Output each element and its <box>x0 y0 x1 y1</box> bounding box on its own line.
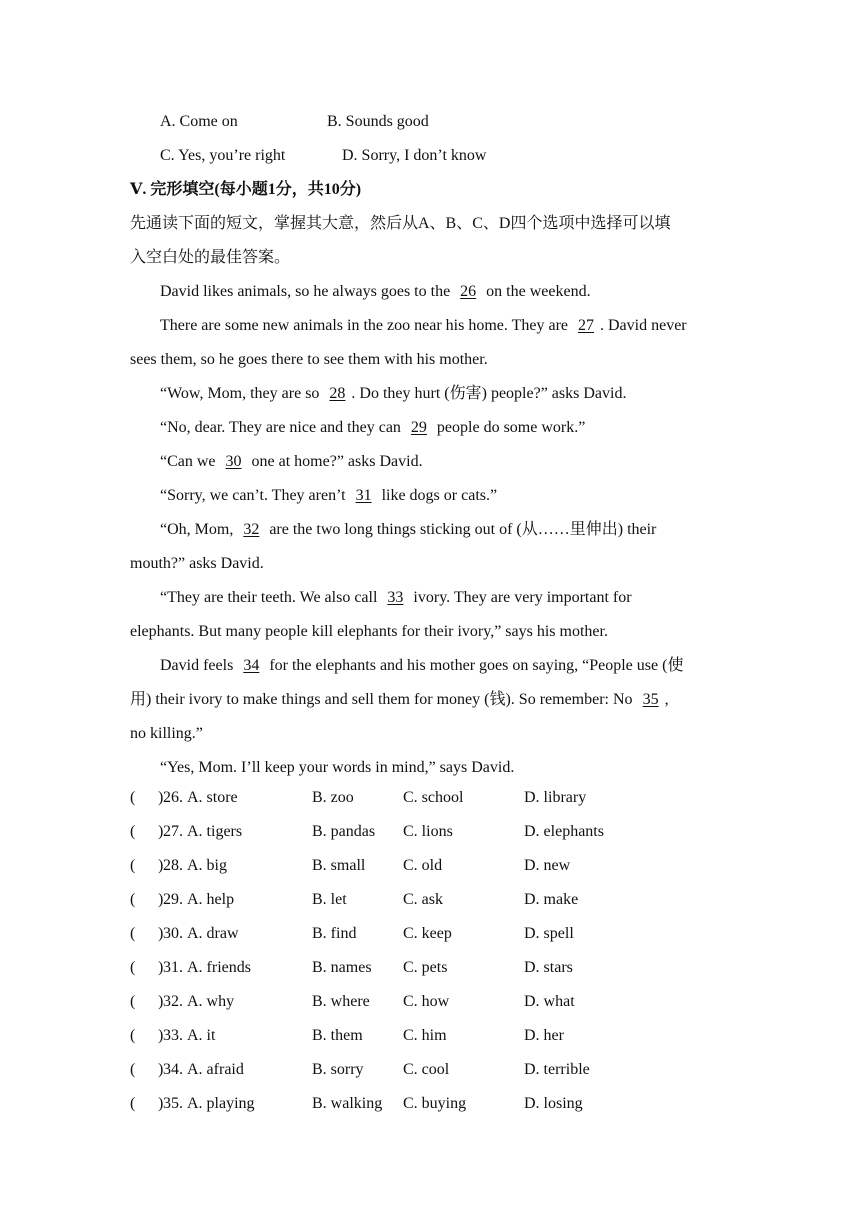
answer-paren-close: ) <box>158 1095 164 1112</box>
question-row <box>0 924 860 944</box>
question-number: 29. <box>163 891 183 908</box>
answer-paren-open: ( <box>130 891 136 908</box>
passage-line <box>160 418 585 438</box>
option-c: C. buying <box>403 1095 467 1112</box>
option-d: D. what <box>524 993 575 1010</box>
question-row <box>0 822 860 842</box>
passage-line <box>160 520 656 540</box>
question-number: 26. <box>163 789 183 806</box>
option-b: B. find <box>312 925 357 942</box>
question-number: 35. <box>163 1095 183 1112</box>
section-instruction-line-2: 入空白处的最佳答案。 <box>130 249 291 266</box>
option-d: D. spell <box>524 925 574 942</box>
passage-line <box>160 282 591 302</box>
question-number: 27. <box>163 823 183 840</box>
passage-line: “Yes, Mom. I’ll keep your words in mind,” says David. <box>160 759 515 776</box>
option-a: A. afraid <box>187 1061 244 1078</box>
answer-paren-open: ( <box>130 1027 136 1044</box>
blank-26: 26 <box>460 283 477 300</box>
question-row <box>0 1060 860 1080</box>
option-d: D. new <box>524 857 571 874</box>
option-b: B. let <box>312 891 347 908</box>
passage-text: ivory. They are very important for <box>409 589 632 606</box>
passage-text: people do some work.” <box>432 419 586 436</box>
passage-text: “Wow, Mom, they are so <box>160 385 324 402</box>
option-a: A. draw <box>187 925 239 942</box>
prev-option-a: A. Come on <box>160 113 238 130</box>
passage-line: no killing.” <box>130 725 203 742</box>
passage-text: on the weekend. <box>482 283 591 300</box>
prev-option-d: D. Sorry, I don’t know <box>342 147 487 164</box>
answer-paren-close: ) <box>158 925 164 942</box>
answer-paren-open: ( <box>130 1095 136 1112</box>
prev-option-b: B. Sounds good <box>327 113 429 130</box>
passage-text: are the two long things sticking out of (从……里伸出) their <box>265 521 657 538</box>
passage-text: There are some new animals in the zoo near his home. They are <box>160 317 572 334</box>
option-a: A. it <box>187 1027 216 1044</box>
section-instruction-line-1: 先通读下面的短文，掌握其大意，然后从A、B、C、D四个选项中选择可以填 <box>130 215 671 232</box>
passage-line: sees them, so he goes there to see them with his mother. <box>130 351 488 368</box>
passage-text: “They are their teeth. We also call <box>160 589 382 606</box>
answer-paren-close: ) <box>158 789 164 806</box>
option-a: A. store <box>187 789 238 806</box>
question-row <box>0 890 860 910</box>
option-a: A. big <box>187 857 227 874</box>
option-c: C. ask <box>403 891 443 908</box>
answer-paren-close: ) <box>158 823 164 840</box>
option-b: B. where <box>312 993 370 1010</box>
passage-line <box>160 316 687 336</box>
passage-line <box>160 588 632 608</box>
passage-text: one at home?” asks David. <box>247 453 423 470</box>
question-number: 28. <box>163 857 183 874</box>
passage-line <box>160 452 423 472</box>
passage-text: “No, dear. They are nice and they can <box>160 419 405 436</box>
question-row <box>0 856 860 876</box>
option-a: A. why <box>187 993 235 1010</box>
blank-30: 30 <box>225 453 242 470</box>
answer-paren-close: ) <box>158 1027 164 1044</box>
answer-paren-open: ( <box>130 857 136 874</box>
option-a: A. playing <box>187 1095 255 1112</box>
answer-paren-open: ( <box>130 925 136 942</box>
answer-paren-close: ) <box>158 993 164 1010</box>
option-d: D. library <box>524 789 587 806</box>
option-d: D. elephants <box>524 823 604 840</box>
passage-text: David likes animals, so he always goes to the <box>160 283 455 300</box>
question-number: 30. <box>163 925 183 942</box>
passage-text: David feels <box>160 657 238 674</box>
option-d: D. terrible <box>524 1061 590 1078</box>
option-a: A. tigers <box>187 823 243 840</box>
blank-31: 31 <box>355 487 372 504</box>
option-b: B. pandas <box>312 823 376 840</box>
question-row <box>0 788 860 808</box>
section-title: Ⅴ. 完形填空(每小题1分，共10分) <box>130 181 362 198</box>
blank-35: 35 <box>642 691 659 708</box>
option-c: C. lions <box>403 823 453 840</box>
passage-text: , <box>664 691 669 708</box>
option-c: C. him <box>403 1027 447 1044</box>
blank-28: 28 <box>329 385 346 402</box>
option-c: C. school <box>403 789 464 806</box>
option-b: B. sorry <box>312 1061 364 1078</box>
passage-text: 用) their ivory to make things and sell them for money (钱). So remember: No <box>130 691 637 708</box>
blank-33: 33 <box>387 589 404 606</box>
prev-option-c: C. Yes, you’re right <box>160 147 286 164</box>
passage-text: . David never <box>600 317 687 334</box>
passage-text: for the elephants and his mother goes on saying, “People use (使 <box>265 657 684 674</box>
question-row <box>0 958 860 978</box>
question-number: 31. <box>163 959 183 976</box>
option-d: D. make <box>524 891 579 908</box>
option-b: B. small <box>312 857 366 874</box>
passage-text: like dogs or cats.” <box>377 487 498 504</box>
question-row <box>0 1026 860 1046</box>
option-b: B. zoo <box>312 789 354 806</box>
option-d: D. stars <box>524 959 573 976</box>
option-c: C. old <box>403 857 443 874</box>
passage-text: . Do they hurt (伤害) people?” asks David. <box>351 385 627 402</box>
option-d: D. losing <box>524 1095 583 1112</box>
option-c: C. cool <box>403 1061 450 1078</box>
option-b: B. walking <box>312 1095 383 1112</box>
blank-27: 27 <box>578 317 594 334</box>
answer-paren-close: ) <box>158 891 164 908</box>
answer-paren-close: ) <box>158 1061 164 1078</box>
passage-text: “Can we <box>160 453 220 470</box>
passage-line <box>130 690 669 710</box>
passage-text: “Sorry, we can’t. They aren’t <box>160 487 350 504</box>
answer-paren-close: ) <box>158 857 164 874</box>
answer-paren-open: ( <box>130 823 136 840</box>
answer-paren-close: ) <box>158 959 164 976</box>
passage-text: “Oh, Mom, <box>160 521 238 538</box>
answer-paren-open: ( <box>130 993 136 1010</box>
question-number: 33. <box>163 1027 183 1044</box>
option-c: C. keep <box>403 925 452 942</box>
option-c: C. pets <box>403 959 448 976</box>
passage-line: elephants. But many people kill elephants for their ivory,” says his mother. <box>130 623 608 640</box>
passage-line: mouth?” asks David. <box>130 555 264 572</box>
option-a: A. friends <box>187 959 251 976</box>
question-row <box>0 992 860 1012</box>
question-row <box>0 1094 860 1114</box>
option-b: B. them <box>312 1027 363 1044</box>
option-d: D. her <box>524 1027 564 1044</box>
question-number: 32. <box>163 993 183 1010</box>
passage-line <box>160 656 683 676</box>
answer-paren-open: ( <box>130 789 136 806</box>
blank-34: 34 <box>243 657 260 674</box>
question-number: 34. <box>163 1061 183 1078</box>
answer-paren-open: ( <box>130 1061 136 1078</box>
blank-29: 29 <box>410 419 427 436</box>
option-c: C. how <box>403 993 450 1010</box>
option-b: B. names <box>312 959 372 976</box>
blank-32: 32 <box>243 521 260 538</box>
passage-line <box>160 384 626 404</box>
passage-line <box>160 486 497 506</box>
answer-paren-open: ( <box>130 959 136 976</box>
option-a: A. help <box>187 891 235 908</box>
